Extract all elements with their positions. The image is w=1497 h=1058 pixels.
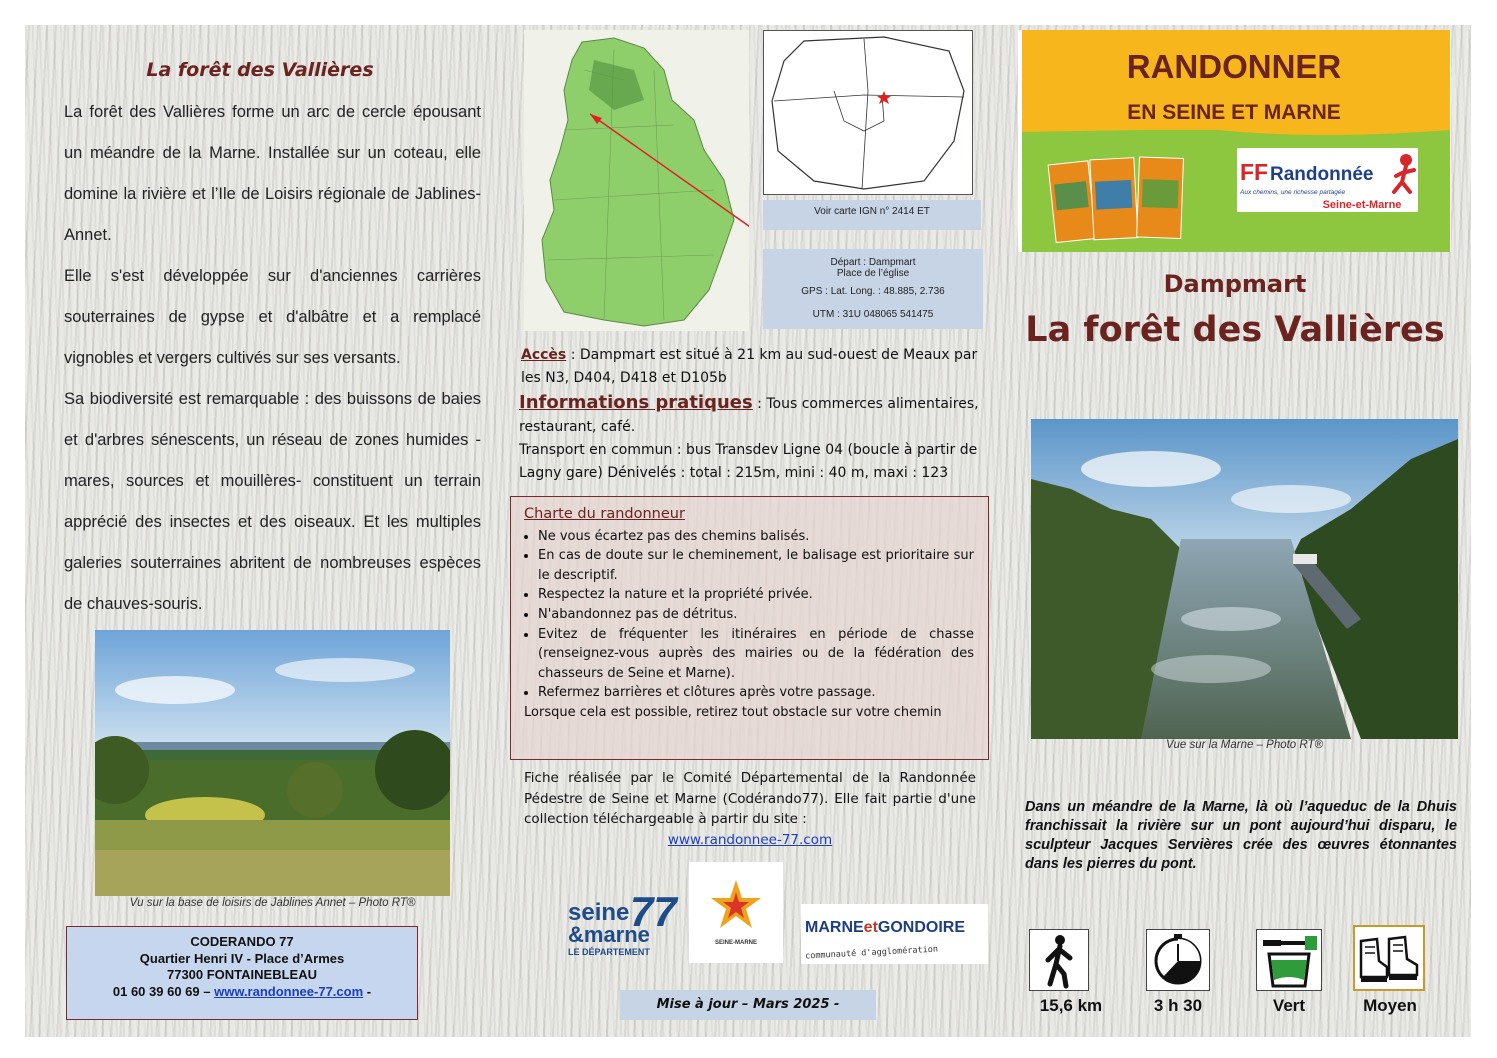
ff-logo-b: Randonnée: [1270, 164, 1374, 185]
seine-logo-line1: seine: [568, 899, 630, 926]
acces-label: Accès: [521, 347, 567, 363]
info-block: [519, 391, 1001, 485]
contact-suffix: -: [366, 983, 372, 999]
contact-phone: 01 60 39 60 69 –: [112, 983, 211, 999]
boots-icon: [1353, 925, 1425, 991]
info-text: : Tous commerces alimentaires, restaurant, café.: [519, 396, 979, 435]
town-subtitle: Dampmart: [1163, 270, 1307, 298]
charte-footer: Lorsque cela est possible, retirez tout obstacle sur votre chemin: [524, 704, 942, 720]
charte-title: Charte du randonneur: [524, 506, 685, 522]
intro-paragraph: Sa biodiversité est remarquable : des buissons de baies et d'arbres sénescents, un réseau de zones humides -mares, sources et mouillères- constituent un terrain apprécié des insectes et des oiseaux. Et les multiples galeries souterraines abritent de nombreuses espèces de chauves-souris.: [64, 390, 481, 613]
svg-text:MARNEetGONDOIRE: [805, 919, 965, 936]
list-item: • En cas de doute sur le cheminement, le balisage est prioritaire sur le descriptif.: [538, 546, 974, 585]
charte-list: [524, 527, 974, 703]
contact-address1: Quartier Henri IV - Place d’Armes: [139, 950, 345, 966]
list-item: • Respectez la nature et la propriété privée.: [538, 585, 974, 605]
seine-marne-logo[interactable]: [566, 880, 680, 960]
idf-locator-map: [763, 30, 973, 195]
mg-logo-a: MARNE: [805, 919, 864, 936]
depart-utm: UTM : 31U 048065 541475: [812, 309, 934, 320]
color-label: Vert: [1272, 996, 1306, 1015]
acces-text: : Dampmart est situé à 21 km au sud-ouest de Meaux par les N3, D404, D418 et D105b: [521, 347, 978, 386]
intro-paragraph: Elle s'est développée sur d'anciennes carrières souterraines de gypse et d'albâtre et a remplacé vignobles et vergers cultivés sur ses versants.: [64, 267, 481, 367]
contact-address2: 77300 FONTAINEBLEAU: [166, 967, 317, 982]
contact-phone-line: [67, 984, 417, 1001]
info-label: Informations pratiques: [519, 392, 753, 413]
page-title: La forêt des Vallières: [1025, 310, 1445, 350]
ign-note-text: Voir carte IGN n° 2414 ET: [814, 206, 930, 217]
marne-gondoire-logo[interactable]: [801, 904, 988, 964]
department-map: [524, 30, 749, 331]
ign-note: [763, 200, 981, 230]
seine-logo-sub: LE DÉPARTEMENT: [568, 947, 650, 957]
banner-line1: RANDONNER: [1126, 48, 1342, 85]
duration-label: 3 h 30: [1153, 996, 1203, 1015]
depart-gps: GPS : Lat. Long. : 48.885, 2.736: [801, 286, 945, 297]
paint-bucket-icon: [1256, 929, 1322, 991]
ff-logo-tag: Aux chemins, une richesse partagée: [1240, 189, 1346, 196]
clock-icon: [1146, 929, 1210, 991]
acces-block: [521, 344, 991, 390]
depart-line2: Place de l’église: [836, 268, 910, 279]
mg-logo-b: et: [863, 919, 878, 936]
intro-quote: Dans un méandre de la Marne, là où l’aqueduc de la Dhuis franchissait la rivière sur un pont aujourd’hui disparu, le sculpteur Jacques Servières crée des œuvres étonnantes dans les pierres du pont.: [1025, 799, 1457, 872]
list-item: • Ne vous écartez pas des chemins balisés.: [538, 527, 974, 547]
list-item: • Refermez barrières et clôtures après votre passage.: [538, 683, 974, 703]
hiker-icon: [1029, 929, 1089, 991]
contact-name: CODERANDO 77: [190, 934, 294, 949]
credit-block: [524, 768, 976, 850]
list-item: • N'abandonnez pas de détritus.: [538, 605, 974, 625]
jablines-caption: Vu sur la base de loisirs de Jablines Annet – Photo RT®: [129, 897, 416, 909]
seine-logo-number: 77: [630, 888, 677, 935]
marne-caption: Vue sur la Marne – Photo RT®: [1166, 739, 1323, 751]
distance-label: 15,6 km: [1039, 996, 1103, 1015]
ff-logo-a: FF: [1240, 159, 1269, 185]
marne-photo: [1031, 419, 1458, 739]
star-logo-sub: SEINE-MARNE: [714, 940, 758, 946]
banner-line2: EN SEINE ET MARNE: [1127, 101, 1341, 124]
left-title: La forêt des Vallières: [146, 59, 374, 81]
update-note: Mise à jour – Mars 2025 -: [620, 990, 876, 1020]
depart-box: [763, 249, 983, 329]
list-item: • Evitez de fréquenter les itinéraires en période de chasse (renseignez-vous auprès des mairies ou de la fédération des chasseurs de Seine et Marne).: [538, 625, 974, 684]
star-logo[interactable]: [689, 862, 783, 963]
mg-logo-sub: communauté d'agglomération: [804, 944, 939, 962]
contact-website-link[interactable]: www.randonnee-77.com: [214, 983, 364, 999]
seine-logo-line2: &marne: [568, 922, 650, 947]
randonner-banner: [1018, 30, 1451, 252]
contact-box: [66, 926, 418, 1020]
credit-text: Fiche réalisée par le Comité Départemental de la Randonnée Pédestre de Seine et Marne (Codérando77). Elle fait partie d'une collection téléchargeable à partir du site :: [524, 770, 976, 827]
intro-paragraph: La forêt des Vallières forme un arc de cercle épousant un méandre de la Marne. Installée sur un coteau, elle domine la rivière et l’Ile de Loisirs régionale de Jablines-Annet.: [64, 103, 481, 244]
charte-box: [510, 496, 989, 760]
intro-text: [64, 92, 481, 625]
difficulty-label: Moyen: [1363, 996, 1417, 1015]
transport-text: Transport en commun : bus Transdev Ligne 04 (boucle à partir de Lagny gare) Dénivelés : total : 215m, mini : 40 m, maxi : 123: [519, 442, 978, 481]
mg-logo-c: GONDOIRE: [877, 919, 966, 936]
ff-logo-region: Seine-et-Marne: [1322, 199, 1402, 211]
jablines-photo: [95, 630, 450, 896]
credit-website-link[interactable]: www.randonnee-77.com: [667, 831, 833, 848]
depart-line1: Départ : Dampmart: [830, 257, 916, 268]
